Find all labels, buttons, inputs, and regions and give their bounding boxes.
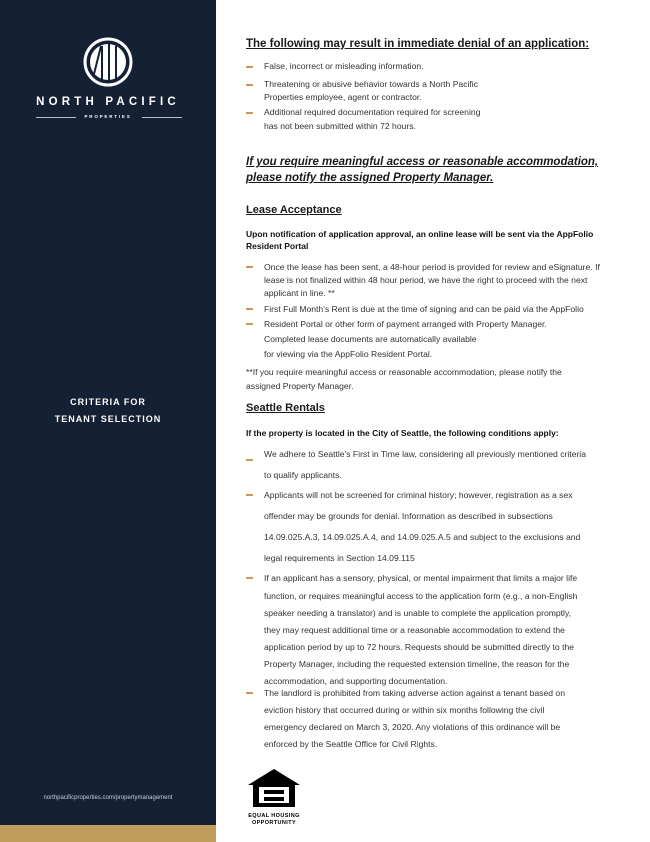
criteria-title-1: CRITERIA FOR	[70, 397, 146, 407]
bullet-text: applicant in line. **	[264, 288, 335, 298]
bullet-text: Property Manager, including the requested extension timeline, the reason for the	[264, 659, 570, 669]
bullet-text: speaker needing a translator) and is unable to complete the application promptly,	[264, 608, 572, 618]
bullet-text: accommodation, and supporting documentation.	[264, 676, 448, 686]
brand-name: NORTH PACIFIC	[36, 96, 180, 108]
bullet-text: eviction history that occurred during or within six months following the civil	[264, 705, 545, 715]
denial-heading: The following may result in immediate denial of an application:	[246, 38, 590, 50]
bullet-text: they may request additional time or a reasonable accommodation to extend the	[264, 625, 565, 635]
bullet-text: application period by up to 72 hours. Requests should be submitted directly to the	[264, 642, 575, 652]
sidebar	[0, 0, 216, 842]
bullet-text: Resident Portal or other form of payment arranged with Property Manager.	[264, 319, 547, 329]
lease-heading: Lease Acceptance	[246, 204, 342, 216]
bullet-text: 14.09.025.A.3, 14.09.025.A.4, and 14.09.025.A.5 and subject to the exclusions and	[264, 532, 581, 542]
bullet-text: emergency declared on March 3, 2020. Any violations of this ordinance will be	[264, 722, 561, 732]
bullet-text: function, or requires meaningful access to the application form (e.g., a non-English	[264, 591, 578, 601]
bullet-dash-icon	[246, 112, 253, 114]
bullet-text: legal requirements in Section 14.09.115	[264, 553, 415, 563]
lease-intro: Resident Portal	[246, 241, 309, 251]
bullet-text: The landlord is prohibited from taking adverse action against a tenant based on	[264, 688, 565, 698]
lease-intro: Upon notification of application approval, an online lease will be sent via the AppFolio	[246, 229, 594, 239]
bullet-text: to qualify applicants.	[264, 470, 342, 480]
bullet-dash-icon	[246, 577, 253, 579]
bullet-text: for viewing via the AppFolio Resident Portal.	[264, 349, 433, 359]
bullet-text: False, incorrect or misleading information.	[264, 61, 424, 71]
website-url[interactable]: northpacificproperties.com/propertymanagement	[43, 795, 173, 801]
bullet-text: has not been submitted within 72 hours.	[264, 121, 416, 131]
bullet-dash-icon	[246, 459, 253, 461]
lease-note: **If you require meaningful access or reasonable accommodation, please notify the	[246, 367, 562, 377]
bullet-text: Completed lease documents are automatically available	[264, 334, 477, 344]
bullet-text: Additional required documentation required for screening	[264, 107, 481, 117]
bullet-dash-icon	[246, 692, 253, 694]
accommodation-notice: If you require meaningful access or reasonable accommodation,	[246, 156, 599, 168]
bullet-text: Once the lease has been sent, a 48-hour period is provided for review and eSignature. If	[264, 262, 600, 272]
bullet-text: enforced by the Seattle Office for Civil Rights.	[264, 739, 438, 749]
bullet-text: Properties employee, agent or contractor.	[264, 92, 422, 102]
bullet-dash-icon	[246, 308, 253, 310]
seattle-intro: If the property is located in the City of Seattle, the following conditions apply:	[246, 428, 559, 438]
bullet-text: First Full Month's Rent is due at the time of signing and can be paid via the AppFolio	[264, 304, 584, 314]
bullet-dash-icon	[246, 84, 253, 86]
north-pacific-logo	[82, 36, 134, 88]
gold-footer-bar	[0, 825, 216, 842]
equal-housing-label: EQUAL HOUSING OPPORTUNITY	[248, 813, 300, 826]
bullet-text: We adhere to Seattle's First in Time law, considering all previously mentioned criteria	[264, 449, 586, 459]
bullet-text: Applicants will not be screened for criminal history; however, registration as a sex	[264, 490, 573, 500]
criteria-title-2: TENANT SELECTION	[54, 414, 162, 424]
lease-note: assigned Property Manager.	[246, 381, 354, 391]
brand-subtitle: PROPERTIES	[84, 114, 132, 119]
equal-housing-icon	[246, 767, 302, 811]
bullet-text: lease is not finalized within 48 hour period, we have the right to proceed with the next	[264, 275, 588, 285]
bullet-dash-icon	[246, 323, 253, 325]
bullet-dash-icon	[246, 266, 253, 268]
bullet-text: offender may be grounds for denial. Information as described in subsections	[264, 511, 553, 521]
bullet-text: If an applicant has a sensory, physical, or mental impairment that limits a major life	[264, 573, 578, 583]
divider	[142, 117, 182, 118]
accommodation-notice: please notify the assigned Property Manager.	[246, 172, 494, 184]
bullet-dash-icon	[246, 66, 253, 68]
bullet-dash-icon	[246, 494, 253, 496]
seattle-heading: Seattle Rentals	[246, 402, 325, 414]
bullet-text: Threatening or abusive behavior towards a North Pacific	[264, 79, 479, 89]
